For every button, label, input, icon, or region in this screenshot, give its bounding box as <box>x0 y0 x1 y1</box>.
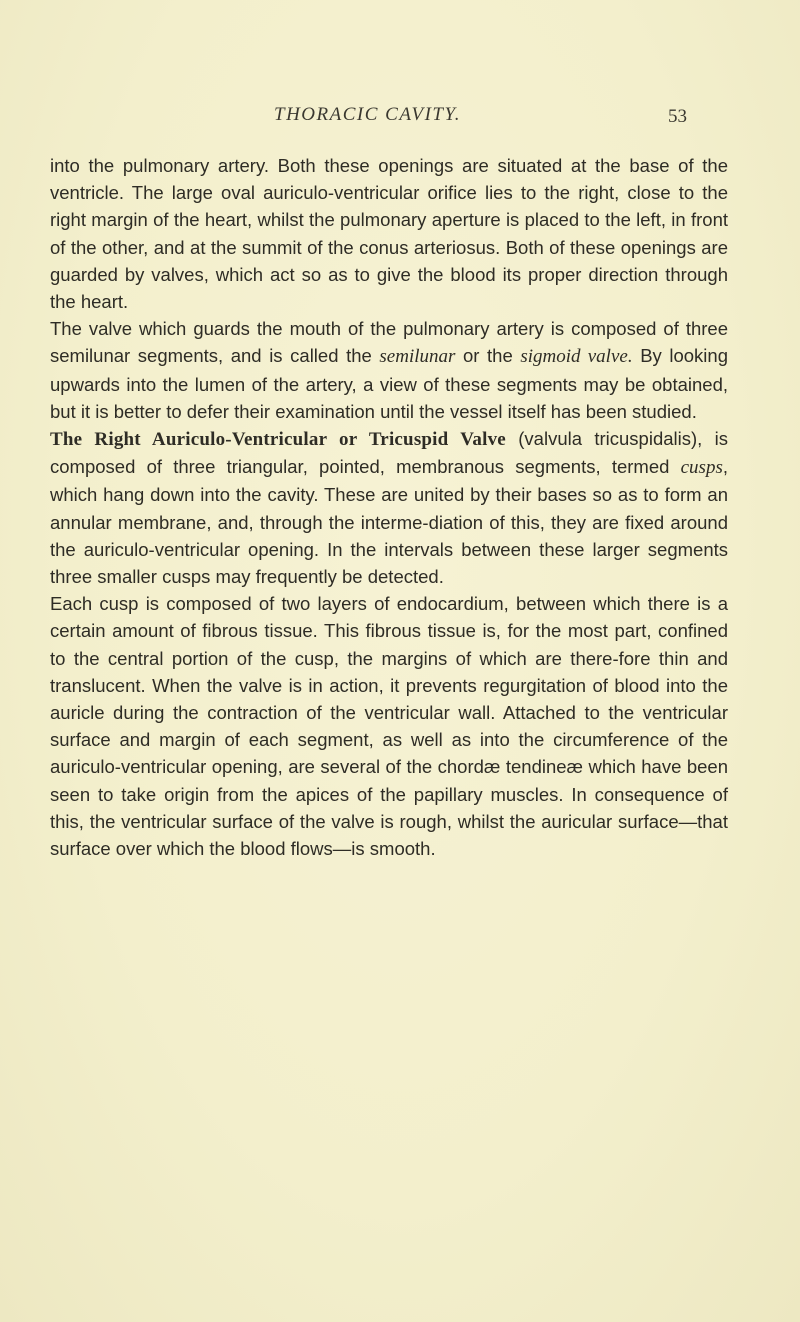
paragraph <box>50 425 728 590</box>
text-run: or the <box>455 345 521 367</box>
running-title: THORACIC CAVITY. <box>274 104 462 125</box>
italic-term: sigmoid valve. <box>520 346 633 368</box>
paragraph <box>50 590 728 862</box>
text-run: By looking upwards into the lumen of the artery, a view of these segments may be obtained, but it is better to defer their examination until the vessel itself has been studied. <box>50 345 728 422</box>
page-number: 53 <box>668 106 687 127</box>
italic-term: semilunar <box>379 346 456 368</box>
text-run: The valve which guards the mouth of the pulmonary artery is composed of three semilunar segments, and is called the <box>50 318 728 367</box>
body-text <box>50 152 728 862</box>
paragraph <box>50 315 728 425</box>
bold-heading: The Right Auriculo-Ventricular or Tricuspid Valve <box>50 429 506 451</box>
text-run: into the pulmonary artery. Both these openings are situated at the base of the ventricle. The large oval auriculo-ventricular orifice lies to the right, close to the right margin of the heart, whilst the pulmonary aperture is placed to the left, in front of the other, and at the summit of the conus arteriosus. Both of these openings are guarded by valves, which act so as to give the blood its proper direction through the heart. <box>50 155 728 313</box>
text-run: (valvula tricuspidalis), is composed of three triangular, pointed, membranous segments, termed <box>50 428 728 478</box>
running-head <box>0 104 800 134</box>
text-run: Each cusp is composed of two layers of endocardium, between which there is a certain amount of fibrous tissue. This fibrous tissue is, for the most part, confined to the central portion of the cusp, the margins of which are there-fore thin and translucent. When the valve is in action, it prevents regurgitation of blood into the auricle during the contraction of the ventricular wall. Attached to the ventricular surface and margin of each segment, as well as into the circumference of the auriculo-ventricular opening, are several of the chordæ tendineæ which have been seen to take origin from the apices of the papillary muscles. In consequence of this, the ventricular surface of the valve is rough, whilst the auricular surface—that surface over which the blood flows—is smooth. <box>50 593 728 860</box>
paragraph <box>50 152 728 315</box>
italic-term: cusps <box>680 457 723 479</box>
text-run: , which hang down into the cavity. These are united by their bases so as to form an annular membrane, and, through the interme-diation of this, they are fixed around the auriculo-ventricular opening. In the intervals between these larger segments three smaller cusps may frequently be detected. <box>50 456 728 588</box>
